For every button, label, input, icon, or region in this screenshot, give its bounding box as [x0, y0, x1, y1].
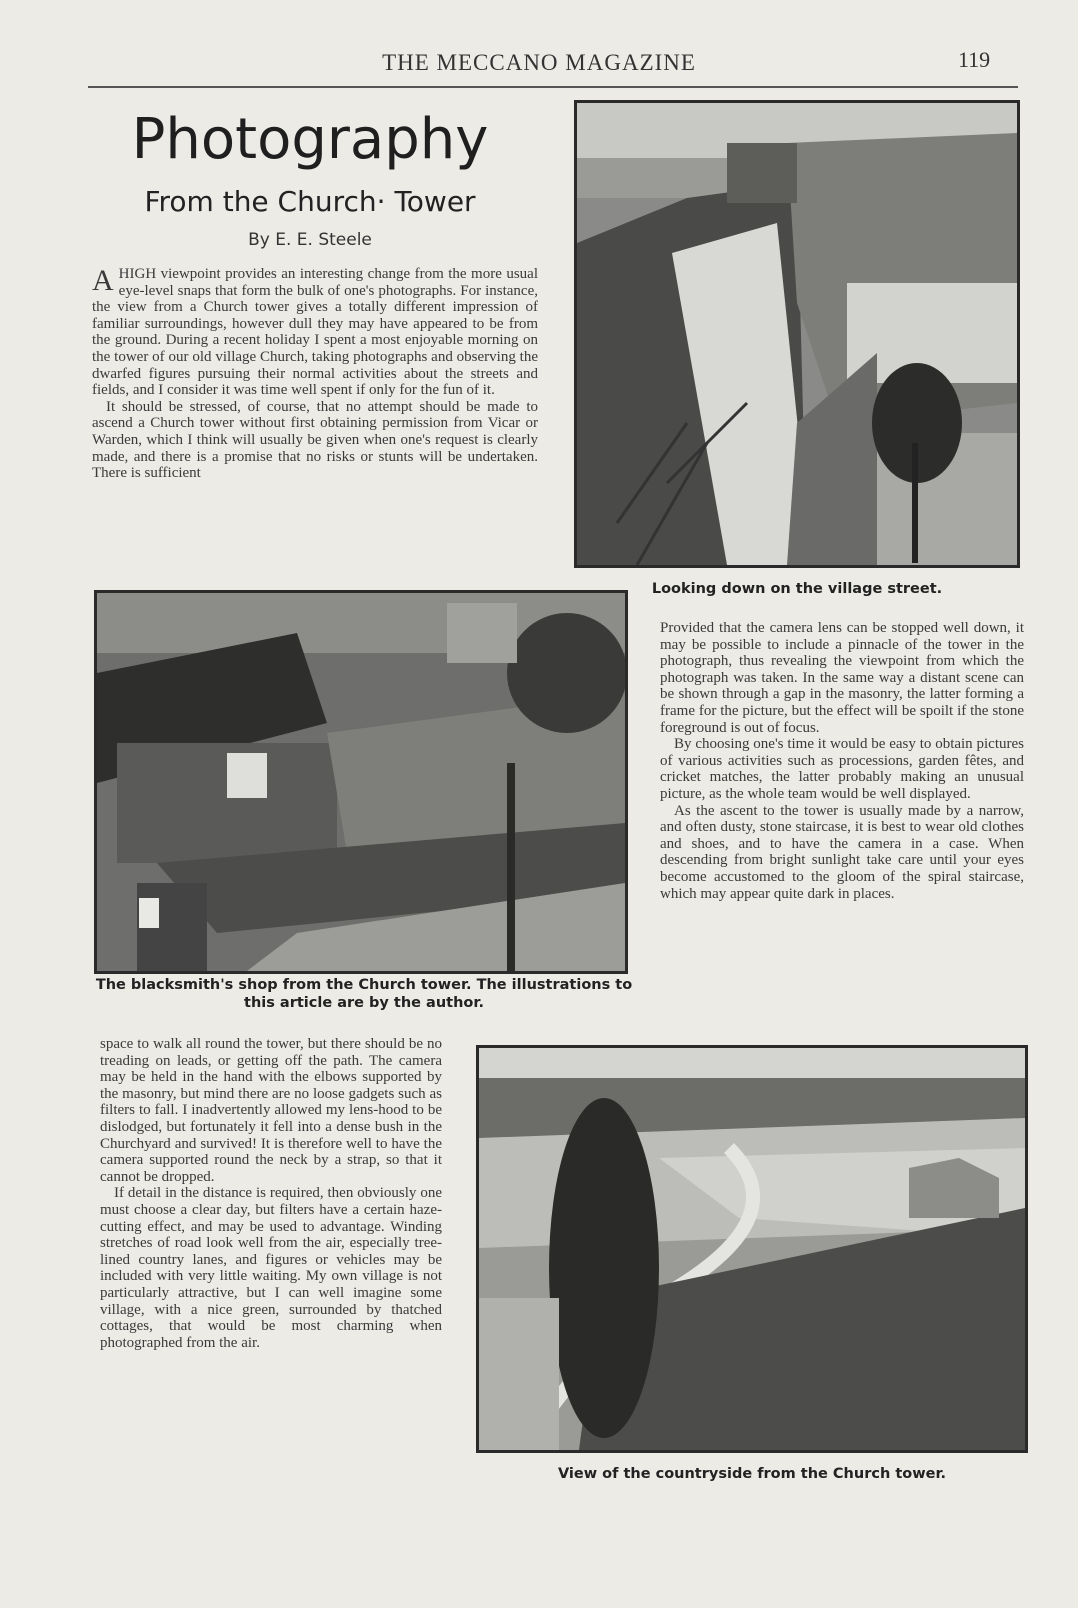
paragraph: If detail in the distance is required, then obviously one must choose a clear day, but filters have a certain haze-cutting effect, and may be used to advantage. Winding stretches of road look well from the air, especially tree-lined country lanes, and figures or vehicles may be included with very little waiting. My own village is not particularly attractive, but I can well imagine some village, with a nice green, surrounded by thatched cottages, that would be most charming when photographed from the air. — [100, 1185, 442, 1351]
paragraph-text: HIGH viewpoint provides an interesting change from the more usual eye-level snaps that form the bulk of one's photographs. For instance, the view from a Church tower gives a totally different impression of familiar surroundings, however dull they may have appeared to be from the ground. During a recent holiday I spent a most enjoyable morning on the tower of our old village Church, taking photographs and observing the dwarfed figures pursuing their normal activities about the streets and fields, and I consider it was time well spent if only for the fun of it. — [92, 266, 538, 399]
article-column-1 — [92, 266, 538, 482]
article-byline: By E. E. Steele — [248, 230, 372, 250]
blacksmith-photo-caption: The blacksmith's shop from the Church tower. The illustrations to this article are by the author. — [95, 977, 633, 1011]
running-title: THE MECCANO MAGAZINE — [382, 50, 696, 75]
page-number: 119 — [958, 47, 991, 72]
paragraph: As the ascent to the tower is usually made by a narrow, and often dusty, stone staircase, it is best to wear old clothes and shoes, and to have the camera in a case. When descending from bright sunlight take care until your eyes become accustomed to the gloom of the spiral staircase, which may appear quite dark in places. — [660, 802, 1024, 902]
drop-cap: A — [92, 264, 114, 297]
article-column-3 — [100, 1036, 442, 1351]
paragraph — [92, 266, 538, 399]
village-street-photo — [574, 100, 1020, 568]
countryside-photo-caption: View of the countryside from the Church tower. — [557, 1466, 947, 1482]
header-rule — [88, 86, 1018, 88]
countryside-photo — [476, 1045, 1028, 1453]
paragraph: By choosing one's time it would be easy to obtain pictures of various activities such as processions, garden fêtes, and cricket matches, the latter probably making an unusual picture, as the whole team would be well displayed. — [660, 736, 1024, 802]
paragraph: Provided that the camera lens can be stopped well down, it may be possible to include a pinnacle of the tower in the photograph, thus revealing the viewpoint from which the photograph was taken. In the same way a distant scene can be shown through a gap in the masonry, the latter forming a frame for the picture, but the effect will be spoilt if the stone foreground is out of focus. — [660, 620, 1024, 736]
article-subtitle: From the Church· Tower — [144, 185, 476, 218]
blacksmith-shop-photo — [94, 590, 628, 974]
article-column-2 — [660, 620, 1024, 902]
paragraph: It should be stressed, of course, that no attempt should be made to ascend a Church tower without first obtaining permission from Vicar or Warden, which I think will usually be given when one's request is clearly made, and there is a promise that no risks or stunts will be undertaken. There is sufficient — [92, 398, 538, 482]
paragraph: space to walk all round the tower, but there should be no treading on leads, or getting off the path. The camera may be held in the hand with the elbows supported by the masonry, but mind there are no loose gadgets such as filters to fall. I inadvertently allowed my lens-hood to be dislodged, but fortunately it fell into a dense bush in the Churchyard and survived! It is therefore well to have the camera supported round the neck by a strap, so that it cannot be dropped. — [100, 1036, 442, 1185]
article-title: Photography — [131, 107, 489, 172]
street-photo-caption: Looking down on the village street. — [651, 581, 943, 597]
